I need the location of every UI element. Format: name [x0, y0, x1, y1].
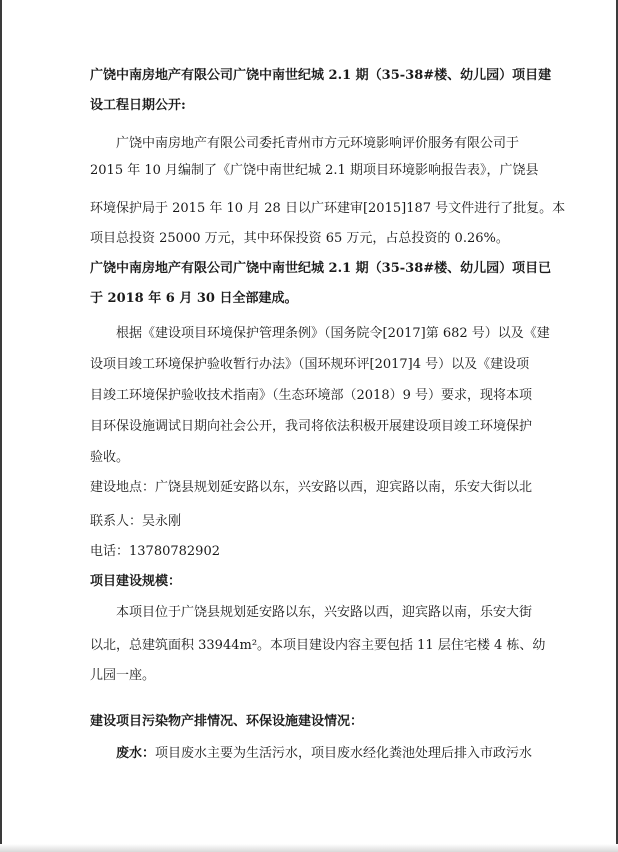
contact-person: 联系人：吴永刚	[90, 514, 182, 529]
heading-1-line-2: 设工程日期公开:	[90, 98, 186, 113]
heading-2-line-2: 于 2018 年 6 月 30 日全部建成。	[90, 291, 298, 306]
scale-line-2: 以北，总建筑面积 33944m²。本项目建设内容主要包括 11 层住宅楼 4 栋、幼	[90, 638, 546, 653]
scale-line-3: 儿园一座。	[90, 668, 156, 683]
pollution-heading: 建设项目污染物产排情况、环保设施建设情况：	[90, 714, 364, 729]
para-2-line-5: 验收。	[90, 450, 130, 465]
project-location: 建设地点：广饶县规划延安路以东，兴安路以西，迎宾路以南，乐安大街以北	[90, 480, 533, 495]
wastewater-paragraph	[116, 746, 532, 762]
page-edge-left	[0, 0, 2, 852]
para-1-line-1: 广饶中南房地产有限公司委托青州市方元环境影响评价服务有限公司于	[116, 136, 520, 151]
scale-heading: 项目建设规模：	[90, 574, 182, 589]
para-1-line-4: 项目总投资 25000 万元，其中环保投资 65 万元，占总投资的 0.26%。	[90, 231, 509, 246]
contact-phone: 电话：13780782902	[90, 544, 220, 559]
scale-line-1: 本项目位于广饶县规划延安路以东，兴安路以西，迎宾路以南，乐安大街	[116, 605, 533, 620]
heading-2-line-1: 广饶中南房地产有限公司广饶中南世纪城 2.1 期（35-38#楼、幼儿园）项目已	[90, 261, 552, 276]
para-2-line-2: 设项目竣工环境保护验收暂行办法》（国环规环评[2017]4 号）以及《建设项	[90, 357, 530, 372]
page-edge-bottom	[0, 844, 618, 852]
heading-1-line-1: 广饶中南房地产有限公司广饶中南世纪城 2.1 期（35-38#楼、幼儿园）项目建	[90, 68, 552, 83]
para-2-line-1: 根据《建设项目环境保护管理条例》（国务院令[2017]第 682 号）以及《建	[116, 326, 550, 341]
wastewater-text: 项目废水主要为生活污水，项目废水经化粪池处理后排入市政污水	[155, 746, 533, 761]
para-1-line-3: 环境保护局于 2015 年 10 月 28 日以广环建审[2015]187 号文件进行了批复。本	[90, 201, 566, 216]
wastewater-label: 废水：	[116, 746, 156, 761]
para-1-line-2: 2015 年 10 月编制了《广饶中南世纪城 2.1 期项目环境影响报告表》，广饶县	[90, 163, 539, 178]
para-2-line-4: 目环保设施调试日期向社会公开，我司将依法积极开展建设项目竣工环境保护	[90, 419, 533, 434]
para-2-line-3: 目竣工环境保护验收技术指南》（生态环境部（2018）9 号）要求，现将本项	[90, 388, 532, 403]
